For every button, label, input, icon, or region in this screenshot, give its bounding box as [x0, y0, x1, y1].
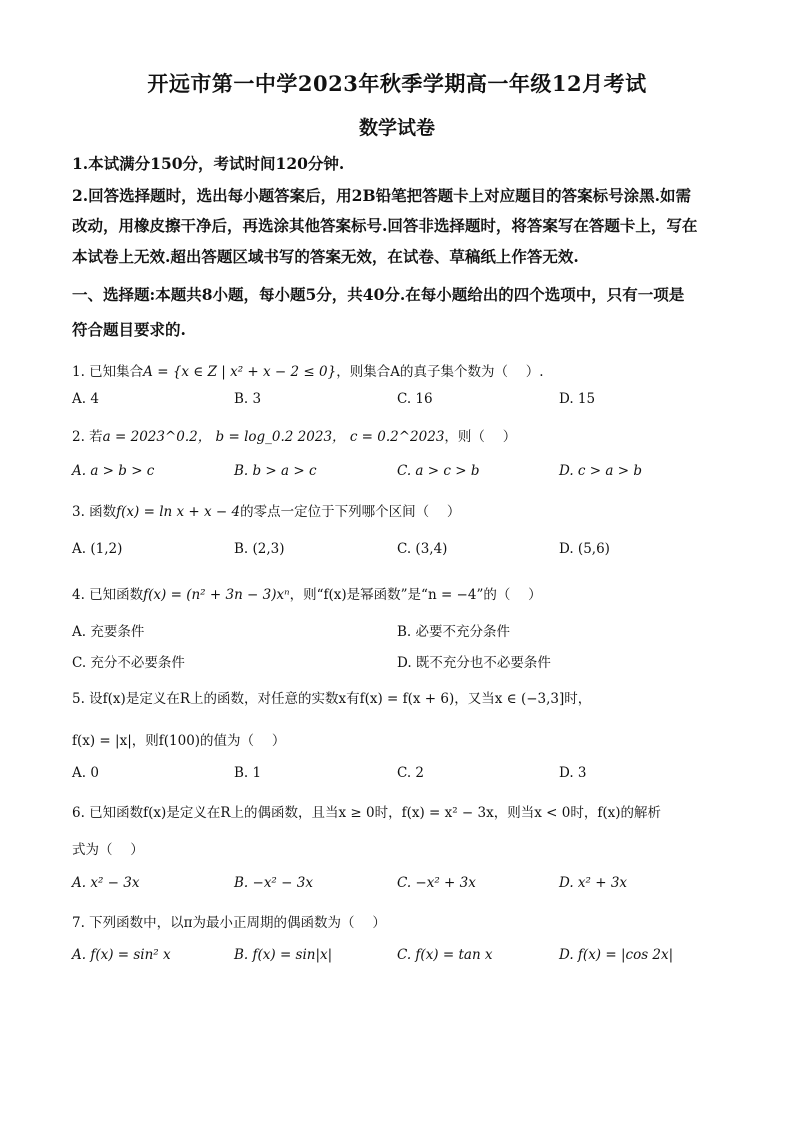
question-7-option-a: A. f(x) = sin² x [72, 947, 171, 963]
note-1: 1.本试满分150分，考试时间120分钟. [72, 154, 345, 173]
question-4-pre: 4. 已知函数 [72, 587, 144, 603]
question-4-option-b: B. 必要不充分条件 [397, 624, 511, 640]
question-4-option-d: D. 既不充分也不必要条件 [397, 655, 551, 671]
section-heading-cont: 符合题目要求的. [72, 320, 186, 339]
question-7: 7. 下列函数中，以π为最小正周期的偶函数为（ ） [72, 915, 386, 931]
question-5-option-d: D. 3 [559, 765, 587, 781]
exam-subtitle: 数学试卷 [358, 117, 435, 139]
question-7-option-c: C. f(x) = tan x [397, 947, 493, 963]
question-2-option-b: B. b > a > c [234, 463, 317, 479]
question-4-option-a: A. 充要条件 [72, 624, 145, 640]
question-6-option-d: D. x² + 3x [559, 875, 628, 891]
question-2-math: a = 2023^0.2， b = log_0.2 2023， c = 0.2^2023 [102, 429, 445, 445]
exam-title: 开远市第一中学2023年秋季学期高一年级12月考试 [147, 71, 647, 96]
note-2b: 改动，用橡皮擦干净后，再选涂其他答案标号.回答非选择题时，将答案写在答题卡上，写在 [72, 216, 698, 235]
question-1-option-d: D. 15 [559, 391, 596, 407]
question-3-option-d: D. (5,6) [559, 541, 610, 557]
question-1-option-c: C. 16 [397, 391, 433, 407]
question-4-option-c: C. 充分不必要条件 [72, 655, 185, 671]
question-3-math: f(x) = ln x + x − 4 [116, 504, 241, 520]
question-5-option-c: C. 2 [397, 765, 425, 781]
note-2c: 本试卷上无效.超出答题区域书写的答案无效，在试卷、草稿纸上作答无效. [72, 247, 579, 266]
section-heading: 一、选择题:本题共8小题，每小题5分，共40分.在每小题给出的四个选项中，只有一项是 [72, 285, 685, 304]
question-1-pre: 1. 已知集合 [72, 364, 144, 380]
question-3-post: 的零点一定位于下列哪个区间（ ） [240, 504, 461, 520]
question-6-option-b: B. −x² − 3x [234, 875, 313, 891]
question-3-option-a: A. (1,2) [72, 541, 123, 557]
question-5-option-a: A. 0 [72, 765, 99, 781]
question-6-option-a: A. x² − 3x [72, 875, 140, 891]
question-1-post: ，则集合A的真子集个数为（ ）. [336, 364, 544, 380]
question-2-option-c: C. a > c > b [397, 463, 480, 479]
question-2-post: ，则（ ） [444, 429, 517, 445]
question-5-option-b: B. 1 [234, 765, 262, 781]
question-2-pre: 2. 若 [72, 429, 103, 445]
question-1-math: A = {x ∈ Z | x² + x − 2 ≤ 0} [143, 364, 337, 380]
question-1 [72, 360, 732, 380]
question-1-option-a: A. 4 [72, 391, 99, 407]
question-3-pre: 3. 函数 [72, 504, 117, 520]
question-6-line-1: 6. 已知函数f(x)是定义在R上的偶函数，且当x ≥ 0时，f(x) = x² − 3x，则当x < 0时，f(x)的解析 [72, 805, 661, 821]
question-6-option-c: C. −x² + 3x [397, 875, 476, 891]
question-4-post: ，则“f(x)是幂函数”是“n = −4”的（ ） [289, 587, 542, 603]
question-3 [72, 500, 732, 520]
question-5-line-1: 5. 设f(x)是定义在R上的函数，对任意的实数x有f(x) = f(x + 6)，又当x ∈ (−3,3]时， [72, 691, 592, 707]
note-2a: 2.回答选择题时，选出每小题答案后，用2B铅笔把答题卡上对应题目的答案标号涂黑.如需 [72, 186, 691, 205]
question-2-option-d: D. c > a > b [559, 463, 642, 479]
question-6-line-2: 式为（ ） [72, 842, 144, 858]
question-2-option-a: A. a > b > c [72, 463, 155, 479]
question-5-line-2: f(x) = |x|，则f(100)的值为（ ） [72, 733, 286, 749]
question-4 [72, 583, 732, 603]
question-7-option-d: D. f(x) = |cos 2x| [559, 947, 674, 963]
question-3-option-c: C. (3,4) [397, 541, 448, 557]
question-3-option-b: B. (2,3) [234, 541, 285, 557]
question-2 [72, 425, 732, 445]
question-7-option-b: B. f(x) = sin|x| [234, 947, 333, 963]
question-1-option-b: B. 3 [234, 391, 262, 407]
question-4-math: f(x) = (n² + 3n − 3)xⁿ [143, 587, 290, 603]
